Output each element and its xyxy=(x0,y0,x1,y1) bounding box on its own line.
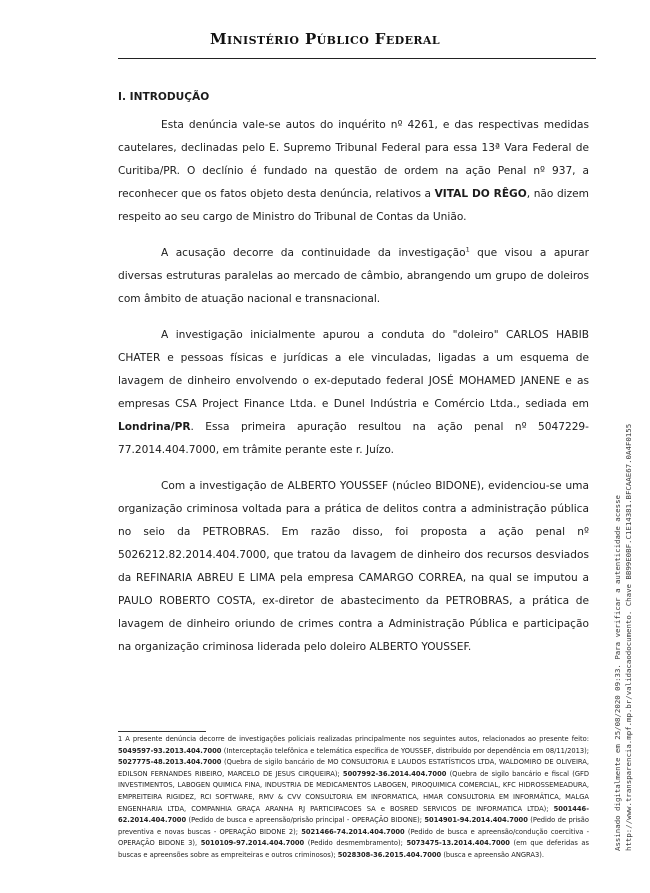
paragraph-1-emphasis: VITAL DO RÊGO xyxy=(434,188,527,200)
case-number: 5049597-93.2013.404.7000 xyxy=(118,746,222,755)
header-divider xyxy=(118,58,596,59)
document-body xyxy=(118,86,589,659)
footnote-divider xyxy=(118,731,206,732)
case-number: 5007992-36.2014.404.7000 xyxy=(342,769,447,778)
case-number: 5073475-13.2014.404.7000 xyxy=(406,839,510,848)
footnote-text: 1 A presente denúncia decorre de investigações policiais realizadas principalmente nos seguintes autos, relacionados ao presente feito: xyxy=(118,735,589,743)
case-number: 5021466-74.2014.404.7000 xyxy=(301,827,405,836)
footnote-text: (Pedido de busca e apreensão/prisão principal - OPERAÇÃO BIDONE); xyxy=(186,816,425,825)
case-number: 5001446-62.2014.404.7000 xyxy=(118,804,589,825)
footnote-text: (Pedido de busca e apreensão/condução coercitiva - OPERAÇÃO BIDONE 3), xyxy=(118,827,589,848)
paragraph-3-text: A investigação inicialmente apurou a conduta do "doleiro" CARLOS HABIB CHATER e pessoas físicas e jurídicas a ele vinculadas, ligadas a um esquema de lavagem de dinheiro envolvendo o ex-deputado federal JOSÉ MOHAMED JANENE e as empresas CSA Project Finance Ltda. e Dunel Indústria e Comércio Ltda., sediada em xyxy=(118,329,589,410)
footnote-reference: 1 xyxy=(465,245,470,254)
paragraph-3 xyxy=(118,324,589,462)
paragraph-3-text-end: . Essa primeira apuração resultou na ação penal nº 5047229-77.2014.404.7000, em trâmite perante este r. Juízo. xyxy=(118,421,589,456)
case-number: 5027775-48.2013.404.7000 xyxy=(118,758,222,767)
paragraph-4: Com a investigação de ALBERTO YOUSSEF (núcleo BIDONE), evidenciou-se uma organização criminosa voltada para a prática de delitos contra a administração pública no seio da PETROBRAS. Em razão disso, foi proposta a ação penal nº 5026212.82.2014.404.7000, que tratou da lavagem de dinheiro dos recursos desviados da REFINARIA ABREU E LIMA pela empresa CAMARGO CORREA, na qual se imputou a PAULO ROBERTO COSTA, ex-diretor de abastecimento da PETROBRAS, a prática de lavagem de dinheiro oriundo de crimes contra a Administração Pública e participação na organização criminosa liderada pelo doleiro ALBERTO YOUSSEF. xyxy=(118,480,589,653)
footnote-text: (Pedido de prisão preventiva e novas buscas - OPERAÇÃO BIDONE 2); xyxy=(118,816,589,836)
footnote-text: (em que deferidas as buscas e apreensões sobre as empreiteiras e outros criminosos); xyxy=(118,839,589,859)
signature-stamp-line-2: http://www.transparencia.mpf.mp.br/validacaodocumento. Chave BB99E0BF.C1E14381.BFCAAE67.0A4F0155 xyxy=(624,423,633,851)
section-title: I. INTRODUÇÃO xyxy=(118,91,210,103)
footnote-text: (Quebra de sigilo bancário de MO CONSULTORIA E LAUDOS ESTATÍSTICOS LTDA, WALDOMIRO DE OLIVEIRA, EDILSON FERNANDES RIBEIRO, MARCELO DE JESUS CIRQUEIRA); xyxy=(118,758,589,778)
footnote-text: (Quebra de sigilo bancário e fiscal (GFD INVESTIMENTOS, LABOGEN QUIMICA FINA, INDUSTRIA DE MEDICAMENTOS LABOGEN, PIROQUIMICA COMERCIAL, KFC HIDROSSEMEADURA, EMPREITEIRA RIGIDEZ, RCI SOFTWARE, RMV & CVV CONSULTORIA EM INFORMATICA, HMAR CONSULTORIA EM INFORMÁTICA, MALGA ENGENHARIA LTDA, COMPANHIA GRAÇA ARANHA RJ PARTICIPACOES SA e BOSRED SERVICOS DE INFORMATICA LTDA); xyxy=(118,769,589,813)
footnote-text: (Pedido desmembramento); xyxy=(304,839,407,848)
page-header-title: Ministério Público Federal xyxy=(210,30,440,48)
footnote-text: (Interceptação telefônica e telemática específica de YOUSSEF, distribuído por dependência em 08/11/2013); xyxy=(221,746,589,755)
case-number: 5028308-36.2015.404.7000 xyxy=(337,850,442,859)
case-number: 5010109-97.2014.404.7000 xyxy=(200,839,305,848)
footnote xyxy=(118,734,589,862)
paragraph-1-text: Esta denúncia vale-se autos do inquérito nº 4261, e das respectivas medidas cautelares, declinadas pelo E. Supremo Tribunal Federal para essa 13ª Vara Federal de Curitiba/PR. O declínio é fundado na questão de ordem na ação Penal nº 937, a reconhecer que os fatos objeto desta denúncia, relativos a xyxy=(118,119,589,200)
footnote-text: (busca e apreensão ANGRA3). xyxy=(441,850,544,859)
paragraph-1 xyxy=(118,114,589,229)
case-number: 5014901-94.2014.404.7000 xyxy=(424,816,528,825)
paragraph-2 xyxy=(118,242,589,311)
digital-signature-stamp xyxy=(612,424,634,851)
paragraph-2-text-end: que visou a apurar diversas estruturas paralelas ao mercado de câmbio, abrangendo um grupo de doleiros com âmbito de atuação nacional e transnacional. xyxy=(118,247,589,305)
paragraph-2-text: A acusação decorre da continuidade da investigação xyxy=(161,247,466,259)
signature-stamp-line-1: Assinado digitalmente em 25/08/2020 09:33. Para verificar a autenticidade acesse xyxy=(613,495,622,851)
paragraph-1-text-end: , não dizem respeito ao seu cargo de Ministro do Tribunal de Contas da União. xyxy=(118,188,590,223)
paragraph-3-emphasis: Londrina/PR xyxy=(118,421,191,433)
